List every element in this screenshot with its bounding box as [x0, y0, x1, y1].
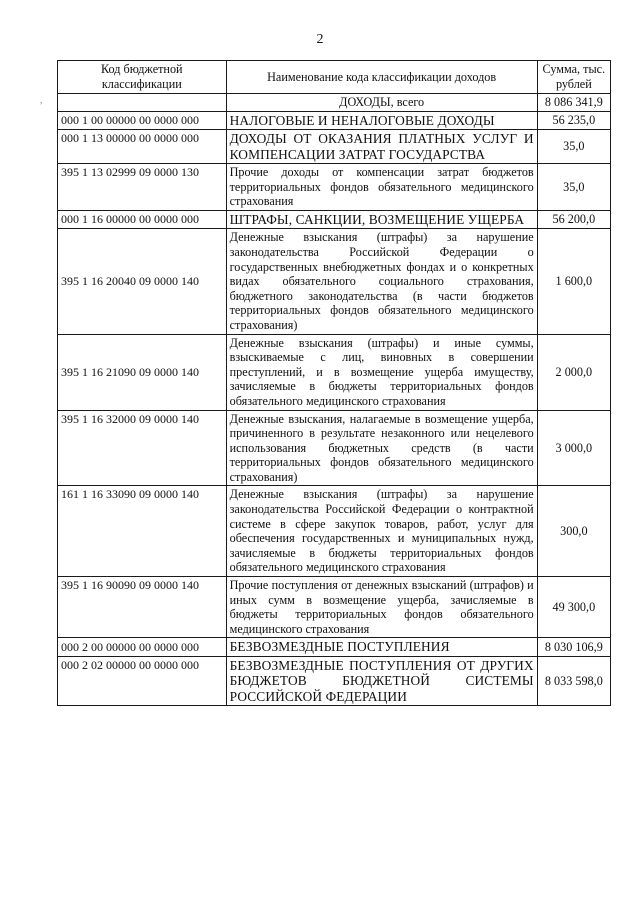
total-name: ДОХОДЫ, всего: [226, 94, 537, 112]
row-sum: 1 600,0: [537, 229, 610, 334]
row-name: Прочие доходы от компенсации затрат бюджетов территориальных фондов обязательного медицинского страхования: [226, 164, 537, 211]
row-code: 000 1 13 00000 00 0000 000: [58, 130, 227, 164]
row-sum: 8 033 598,0: [537, 656, 610, 706]
table-row: [58, 486, 611, 577]
total-code: [58, 94, 227, 112]
table-header-row: [58, 61, 611, 94]
row-sum: 35,0: [537, 164, 610, 211]
row-name: Прочие поступления от денежных взысканий (штрафов) и иных сумм в возмещение ущерба, зачисляемые в бюджеты территориальных фондов обязательного медицинского страхования: [226, 577, 537, 638]
row-sum: 35,0: [537, 130, 610, 164]
table-row: [58, 164, 611, 211]
row-name: Денежные взыскания (штрафы) и иные суммы, взыскиваемые с лиц, виновных в совершении преступлений, и в возмещение ущерба имуществу, зачисляемые в бюджеты территориальных фондов обязательного медицинского страхования: [226, 334, 537, 410]
row-sum: 56 235,0: [537, 111, 610, 130]
row-name: БЕЗВОЗМЕЗДНЫЕ ПОСТУПЛЕНИЯ: [226, 638, 537, 657]
total-sum: 8 086 341,9: [537, 94, 610, 112]
page-number: 2: [316, 32, 324, 47]
margin-mark: ,: [40, 95, 43, 105]
row-code: 395 1 16 32000 09 0000 140: [58, 410, 227, 486]
row-sum: 56 200,0: [537, 210, 610, 229]
row-name: Денежные взыскания (штрафы) за нарушение законодательства Российской Федерации о государственных внебюджетных фондах и о конкретных видах обязательного социального страхования, бюджетного законодательства (в части бюджетов территориальных фондов обязательного медицинского страхования): [226, 229, 537, 334]
table-row: [58, 638, 611, 657]
table-row: [58, 410, 611, 486]
row-sum: 300,0: [537, 486, 610, 577]
header-code: Код бюджетной классификации: [58, 61, 227, 94]
row-name: ШТРАФЫ, САНКЦИИ, ВОЗМЕЩЕНИЕ УЩЕРБА: [226, 210, 537, 229]
row-code: 000 2 00 00000 00 0000 000: [58, 638, 227, 657]
table-row: [58, 111, 611, 130]
row-code: 395 1 16 21090 09 0000 140: [58, 334, 227, 410]
row-code: 000 1 00 00000 00 0000 000: [58, 111, 227, 130]
table-row: [58, 577, 611, 638]
row-code: 161 1 16 33090 09 0000 140: [58, 486, 227, 577]
table-row: [58, 229, 611, 334]
row-sum: 2 000,0: [537, 334, 610, 410]
row-sum: 8 030 106,9: [537, 638, 610, 657]
row-code: 000 2 02 00000 00 0000 000: [58, 656, 227, 706]
row-name: ДОХОДЫ ОТ ОКАЗАНИЯ ПЛАТНЫХ УСЛУГ И КОМПЕНСАЦИИ ЗАТРАТ ГОСУДАРСТВА: [226, 130, 537, 164]
table-row: [58, 210, 611, 229]
header-name: Наименование кода классификации доходов: [226, 61, 537, 94]
header-sum: Сумма, тыс. рублей: [537, 61, 610, 94]
row-name: БЕЗВОЗМЕЗДНЫЕ ПОСТУПЛЕНИЯ ОТ ДРУГИХ БЮДЖЕТОВ БЮДЖЕТНОЙ СИСТЕМЫ РОССИЙСКОЙ ФЕДЕРАЦИИ: [226, 656, 537, 706]
row-sum: 3 000,0: [537, 410, 610, 486]
row-code: 000 1 16 00000 00 0000 000: [58, 210, 227, 229]
row-name: НАЛОГОВЫЕ И НЕНАЛОГОВЫЕ ДОХОДЫ: [226, 111, 537, 130]
revenue-table: [57, 60, 611, 706]
row-code: 395 1 16 20040 09 0000 140: [58, 229, 227, 334]
row-sum: 49 300,0: [537, 577, 610, 638]
row-code: 395 1 16 90090 09 0000 140: [58, 577, 227, 638]
table-row: [58, 334, 611, 410]
table-row: [58, 656, 611, 706]
row-name: Денежные взыскания, налагаемые в возмещение ущерба, причиненного в результате незаконного или нецелевого использования бюджетных средств (в части территориальных фондов обязательного медицинского страхования): [226, 410, 537, 486]
total-row: [58, 94, 611, 112]
table-row: [58, 130, 611, 164]
row-code: 395 1 13 02999 09 0000 130: [58, 164, 227, 211]
row-name: Денежные взыскания (штрафы) за нарушение законодательства Российской Федерации о контрактной системе в сфере закупок товаров, работ, услуг для обеспечения государственных и муниципальных нужд, зачисляемые в бюджеты территориальных фондов обязательного медицинского страхования: [226, 486, 537, 577]
